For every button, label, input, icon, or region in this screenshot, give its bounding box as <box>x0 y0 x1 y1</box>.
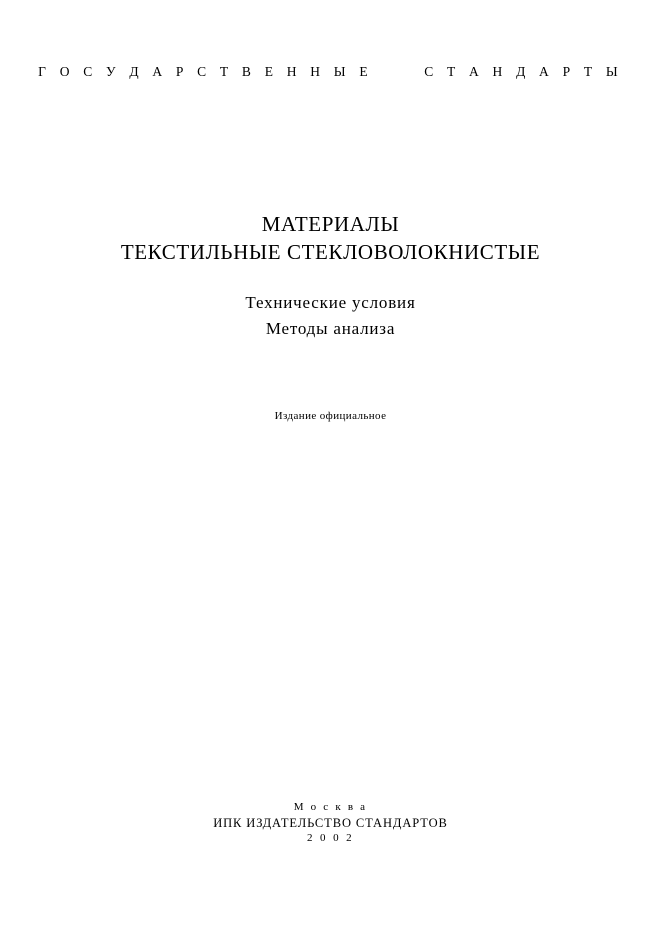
document-header-series: Г О С У Д А Р С Т В Е Н Н Ы Е С Т А Н Д А Р Т Ы <box>38 64 623 79</box>
imprint-year: 2 0 0 2 <box>306 832 355 844</box>
official-edition-note: Издание официальное <box>274 410 387 422</box>
subtitle-line-methods: Методы анализа <box>265 319 396 338</box>
imprint-publisher: ИПК ИЗДАТЕЛЬСТВО СТАНДАРТОВ <box>213 816 448 830</box>
imprint-city: М о с к в а <box>293 801 368 813</box>
document-subtitle <box>0 290 661 342</box>
document-imprint <box>0 800 661 846</box>
title-line-primary: МАТЕРИАЛЫ <box>261 212 400 236</box>
subtitle-line-specifications: Технические условия <box>245 293 416 312</box>
title-line-secondary: ТЕКСТИЛЬНЫЕ СТЕКЛОВОЛОКНИСТЫЕ <box>120 240 541 264</box>
document-title <box>0 210 661 266</box>
